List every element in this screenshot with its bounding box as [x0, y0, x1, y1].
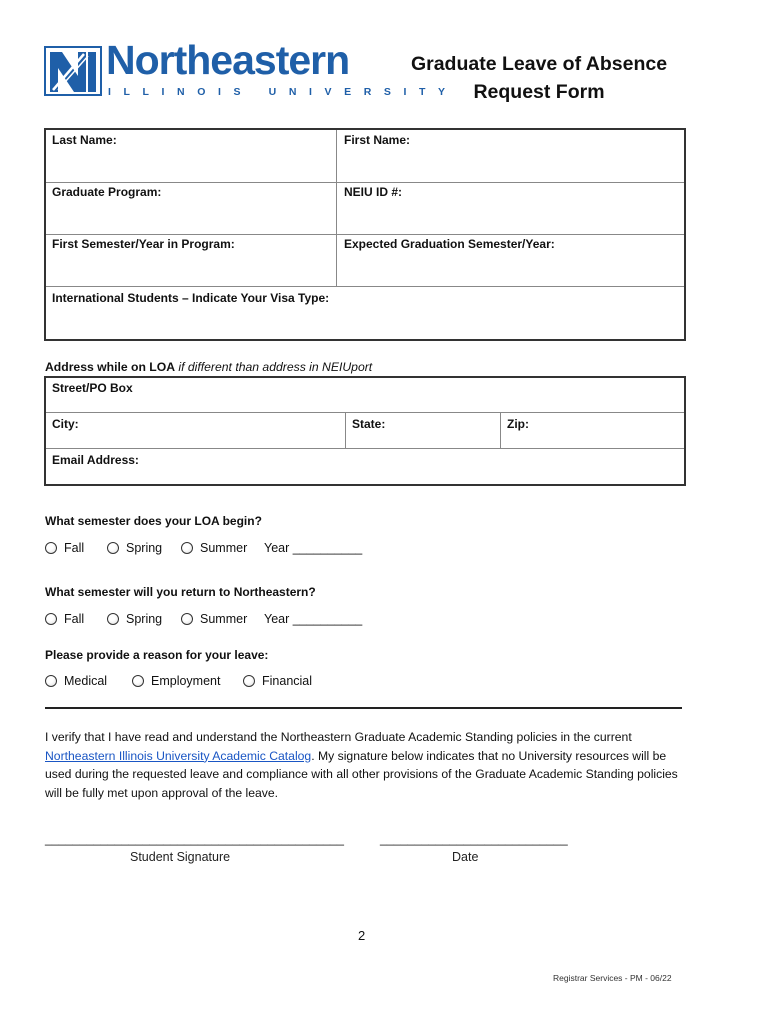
col-divider — [500, 412, 501, 448]
option-label: Summer — [200, 541, 248, 555]
student-signature-label: Student Signature — [130, 850, 231, 864]
radio-icon[interactable] — [181, 542, 193, 554]
address-table — [44, 376, 686, 486]
academic-catalog-link[interactable]: Northeastern Illinois University Academic Catalog — [45, 748, 312, 763]
row-divider — [46, 286, 684, 287]
option-label: Employment — [151, 674, 221, 688]
loa-return-year-field[interactable]: Year __________ — [264, 612, 363, 626]
zip-field[interactable]: Zip: — [507, 417, 529, 431]
option-label: Medical — [64, 674, 108, 688]
verification-text-end: . My signature below indicates that no University resources will be used during the requested leave and compliance with all other provisions of the Graduate Academic Standing policies will be fully met upon approval of the leave. — [45, 748, 678, 800]
expected-graduation-field[interactable]: Expected Graduation Semester/Year: — [344, 237, 555, 251]
page-number: 2 — [358, 928, 366, 943]
visa-type-field[interactable]: International Students – Indicate Your Visa Type: — [52, 291, 330, 305]
student-info-divider — [336, 130, 337, 286]
neiu-id-field[interactable]: NEIU ID #: — [344, 185, 403, 199]
street-field[interactable]: Street/PO Box — [52, 381, 133, 395]
email-field[interactable]: Email Address: — [52, 453, 139, 467]
reason-financial-option[interactable] — [243, 674, 312, 688]
form-title — [400, 50, 678, 106]
student-signature-line[interactable]: ___________________________________________ — [45, 832, 344, 846]
graduate-program-field[interactable]: Graduate Program: — [52, 185, 162, 199]
option-label: Fall — [64, 541, 85, 555]
loa-begin-year-field[interactable]: Year __________ — [264, 541, 363, 555]
radio-icon[interactable] — [45, 542, 57, 554]
verification-text-start: I verify that I have read and understand the Northeastern Graduate Academic Standing policies in the current — [45, 730, 632, 744]
city-field[interactable]: City: — [52, 417, 79, 431]
radio-icon[interactable] — [243, 675, 255, 687]
radio-icon[interactable] — [181, 613, 193, 625]
row-divider — [46, 182, 684, 183]
date-label: Date — [452, 850, 479, 864]
address-heading — [45, 360, 372, 374]
loa-begin-summer-option[interactable] — [181, 541, 247, 555]
date-line[interactable]: ___________________________ — [380, 832, 568, 846]
loa-return-fall-option[interactable] — [45, 612, 84, 626]
verification-statement — [45, 728, 690, 802]
radio-icon[interactable] — [45, 613, 57, 625]
reason-question: Please provide a reason for your leave: — [45, 648, 269, 662]
section-divider — [45, 707, 682, 709]
option-label: Fall — [64, 612, 85, 626]
radio-icon[interactable] — [45, 675, 57, 687]
loa-return-question: What semester will you return to Northeastern? — [45, 585, 316, 599]
radio-icon[interactable] — [107, 613, 119, 625]
logo-subtitle: ILLINOIS UNIVERSITY — [108, 86, 458, 98]
row-divider — [46, 234, 684, 235]
option-label: Spring — [126, 612, 163, 626]
neiu-logo-icon — [44, 46, 102, 96]
col-divider — [345, 412, 346, 448]
form-code: Registrar Services - PM - 06/22 — [553, 973, 672, 983]
row-divider — [46, 412, 684, 413]
university-logo — [44, 37, 458, 100]
option-label: Summer — [200, 612, 248, 626]
loa-return-summer-option[interactable] — [181, 612, 247, 626]
option-label: Spring — [126, 541, 163, 555]
state-field[interactable]: State: — [352, 417, 386, 431]
reason-employment-option[interactable] — [132, 674, 220, 688]
loa-begin-fall-option[interactable] — [45, 541, 84, 555]
loa-return-spring-option[interactable] — [107, 612, 162, 626]
radio-icon[interactable] — [132, 675, 144, 687]
address-heading-bold: Address while on LOA — [45, 360, 176, 374]
loa-begin-question: What semester does your LOA begin? — [45, 514, 262, 528]
first-name-field[interactable]: First Name: — [344, 133, 411, 147]
row-divider — [46, 448, 684, 449]
last-name-field[interactable]: Last Name: — [52, 133, 117, 147]
address-heading-note: if different than address in NEIUport — [175, 360, 373, 374]
reason-medical-option[interactable] — [45, 674, 107, 688]
logo-wordmark: Northeastern — [106, 37, 350, 83]
option-label: Financial — [262, 674, 313, 688]
loa-begin-spring-option[interactable] — [107, 541, 162, 555]
first-semester-field[interactable]: First Semester/Year in Program: — [52, 237, 235, 251]
radio-icon[interactable] — [107, 542, 119, 554]
form-title-line-1: Graduate Leave of Absence — [410, 53, 668, 75]
form-title-line-2: Request Form — [473, 81, 605, 103]
